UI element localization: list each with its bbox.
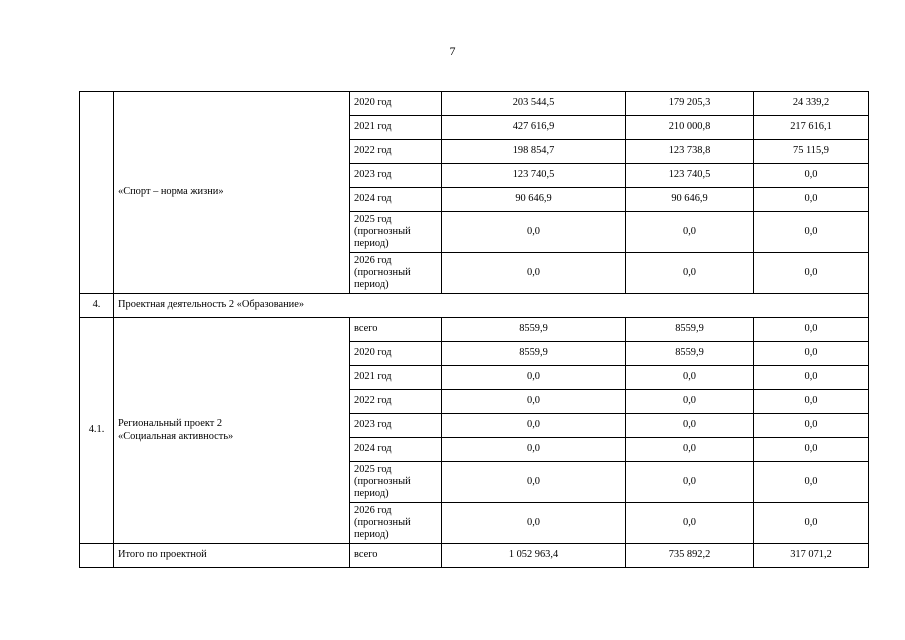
value-cell: 0,0 — [626, 462, 754, 503]
total-cell: 203 544,5 — [442, 92, 626, 116]
total-cell: 0,0 — [442, 253, 626, 294]
total-cell: 198 854,7 — [442, 140, 626, 164]
value-cell: 0,0 — [754, 318, 869, 342]
total-row — [80, 544, 869, 568]
row-number-cell — [80, 544, 114, 568]
year-cell: 2024 год — [350, 188, 442, 212]
total-cell: 0,0 — [442, 366, 626, 390]
year-cell: 2021 год — [350, 366, 442, 390]
year-cell: 2023 год — [350, 164, 442, 188]
row-number-cell — [80, 92, 114, 294]
year-cell: 2026 год (прогнозный период) — [350, 253, 442, 294]
table-row — [80, 92, 869, 116]
year-cell: 2025 год (прогнозный период) — [350, 462, 442, 503]
total-label-cell: Итого по проектной — [114, 544, 350, 568]
value-cell: 75 115,9 — [754, 140, 869, 164]
program-name-line: «Социальная активность» — [118, 430, 234, 442]
page-number: 7 — [449, 44, 456, 58]
value-cell: 8559,9 — [626, 342, 754, 366]
value-cell: 317 071,2 — [754, 544, 869, 568]
value-cell: 0,0 — [626, 253, 754, 294]
value-cell: 179 205,3 — [626, 92, 754, 116]
year-cell: всего — [350, 318, 442, 342]
year-cell: 2026 год (прогнозный период) — [350, 503, 442, 544]
value-cell: 0,0 — [626, 212, 754, 253]
program-name-cell: «Спорт – норма жизни» — [114, 92, 350, 294]
total-cell: 0,0 — [442, 212, 626, 253]
year-cell: 2024 год — [350, 438, 442, 462]
value-cell: 0,0 — [626, 414, 754, 438]
total-cell: 90 646,9 — [442, 188, 626, 212]
value-cell: 0,0 — [754, 253, 869, 294]
value-cell: 0,0 — [754, 390, 869, 414]
total-cell: 427 616,9 — [442, 116, 626, 140]
section-title-cell: Проектная деятельность 2 «Образование» — [114, 294, 869, 318]
year-cell: 2023 год — [350, 414, 442, 438]
total-cell: 0,0 — [442, 462, 626, 503]
total-cell: 0,0 — [442, 503, 626, 544]
total-cell: 0,0 — [442, 414, 626, 438]
value-cell: 90 646,9 — [626, 188, 754, 212]
value-cell: 0,0 — [754, 188, 869, 212]
program-name-cell — [114, 318, 350, 544]
year-cell: 2020 год — [350, 92, 442, 116]
value-cell: 0,0 — [754, 212, 869, 253]
value-cell: 0,0 — [754, 414, 869, 438]
value-cell: 0,0 — [754, 342, 869, 366]
total-cell: 123 740,5 — [442, 164, 626, 188]
value-cell: 8559,9 — [626, 318, 754, 342]
value-cell: 0,0 — [626, 503, 754, 544]
total-cell: 8559,9 — [442, 318, 626, 342]
year-cell: всего — [350, 544, 442, 568]
row-number-cell: 4. — [80, 294, 114, 318]
year-cell: 2022 год — [350, 140, 442, 164]
total-cell: 0,0 — [442, 438, 626, 462]
section-header-row — [80, 294, 869, 318]
value-cell: 0,0 — [626, 438, 754, 462]
value-cell: 0,0 — [626, 390, 754, 414]
year-cell: 2025 год (прогнозный период) — [350, 212, 442, 253]
value-cell: 735 892,2 — [626, 544, 754, 568]
value-cell: 24 339,2 — [754, 92, 869, 116]
budget-table — [79, 91, 869, 568]
year-cell: 2021 год — [350, 116, 442, 140]
value-cell: 0,0 — [754, 164, 869, 188]
value-cell: 0,0 — [754, 438, 869, 462]
year-cell: 2022 год — [350, 390, 442, 414]
value-cell: 123 738,8 — [626, 140, 754, 164]
table-row — [80, 318, 869, 342]
total-cell: 0,0 — [442, 390, 626, 414]
value-cell: 123 740,5 — [626, 164, 754, 188]
value-cell: 0,0 — [754, 366, 869, 390]
total-cell: 1 052 963,4 — [442, 544, 626, 568]
value-cell: 0,0 — [754, 462, 869, 503]
value-cell: 210 000,8 — [626, 116, 754, 140]
program-name-line: Региональный проект 2 — [118, 418, 223, 430]
value-cell: 0,0 — [626, 366, 754, 390]
year-cell: 2020 год — [350, 342, 442, 366]
value-cell: 0,0 — [754, 503, 869, 544]
total-cell: 8559,9 — [442, 342, 626, 366]
row-number-cell: 4.1. — [80, 318, 114, 544]
value-cell: 217 616,1 — [754, 116, 869, 140]
